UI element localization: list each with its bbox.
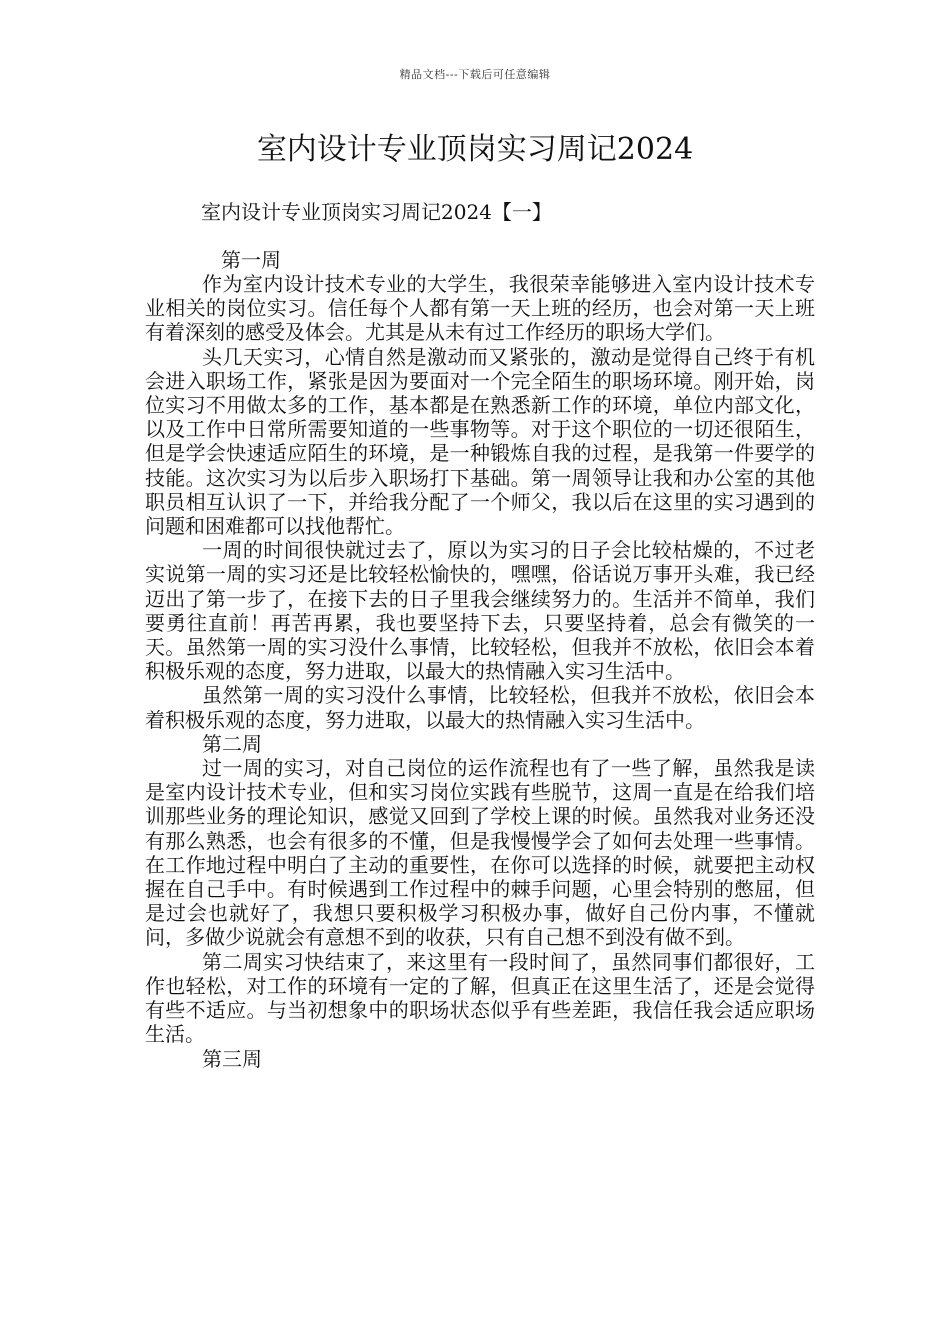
paragraph: 过一周的实习，对自己岗位的运作流程也有了一些了解，虽然我是读是室内设计技术专业，但和实习岗位实践有些脱节，这周一直是在给我们培训那些业务的理论知识，感觉又回到了学校上课的时候。虽然我对业务还没有那么熟悉，也会有很多的不懂，但是我慢慢学会了如何去处理一些事情。在工作地过程中明白了主动的重要性，在你可以选择的时候，就要把主动权握在自己手中。有时候遇到工作过程中的棘手问题，心里会特别的憋屈，但是过会也就好了，我想只要积极学习积极办事，做好自己份内事，不懂就问，多做少说就会有意想不到的收获，只有自己想不到没有做不到。 bbox=[145, 756, 815, 950]
header-note: 精品文档---下载后可任意编辑 bbox=[399, 68, 551, 81]
paragraph: 作为室内设计技术专业的大学生，我很荣幸能够进入室内设计技术专业相关的岗位实习。信任每个人都有第一天上班的经历，也会对第一天上班有着深刻的感受及体会。尤其是从未有过工作经历的职场大学们。 bbox=[145, 272, 815, 345]
paragraph: 一周的时间很快就过去了，原以为实习的日子会比较枯燥的，不过老实说第一周的实习还是比较轻松愉快的，嘿嘿，俗话说万事开头难，我已经迈出了第一步了，在接下去的日子里我会继续努力的。生活并不简单，我们要勇往直前！再苦再累，我也要坚持下去，只要坚持着，总会有微笑的一天。虽然第一周的实习没什么事情，比较轻松，但我并不放松，依旧会本着积极乐观的态度，努力进取，以最大的热情融入实习生活中。 bbox=[145, 538, 815, 684]
paragraph: 头几天实习，心情自然是激动而又紧张的，激动是觉得自己终于有机会进入职场工作，紧张是因为要面对一个完全陌生的职场环境。刚开始，岗位实习不用做太多的工作，基本都是在熟悉新工作的环境，单位内部文化，以及工作中日常所需要知道的一些事物等。对于这个职位的一切还很陌生，但是学会快速适应陌生的环境，是一种锻炼自我的过程，是我第一件要学的技能。这次实习为以后步入职场打下基础。第一周领导让我和办公室的其他职员相互认识了一下，并给我分配了一个师父，我以后在这里的实习遇到的问题和困难都可以找他帮忙。 bbox=[145, 344, 815, 539]
document-title: 室内设计专业顶岗实习周记2024 bbox=[256, 132, 694, 167]
week-3-heading: 第三周 bbox=[202, 1046, 262, 1071]
section-heading: 室内设计专业顶岗实习周记2024【一】 bbox=[201, 200, 552, 224]
paragraph: 虽然第一周的实习没什么事情，比较轻松，但我并不放松，依旧会本着积极乐观的态度，努力进取，以最大的热情融入实习生活中。 bbox=[145, 683, 815, 732]
paragraph: 第二周实习快结束了，来这里有一段时间了，虽然同事们都很好，工作也轻松，对工作的环境有一定的了解，但真正在这里生活了，还是会觉得有些不适应。与当初想象中的职场状态似乎有些差距，我信任我会适应职场生活。 bbox=[145, 949, 815, 1047]
week-2-heading: 第二周 bbox=[202, 731, 262, 756]
week-1-heading: 第一周 bbox=[221, 248, 281, 272]
document-body bbox=[145, 272, 815, 1071]
